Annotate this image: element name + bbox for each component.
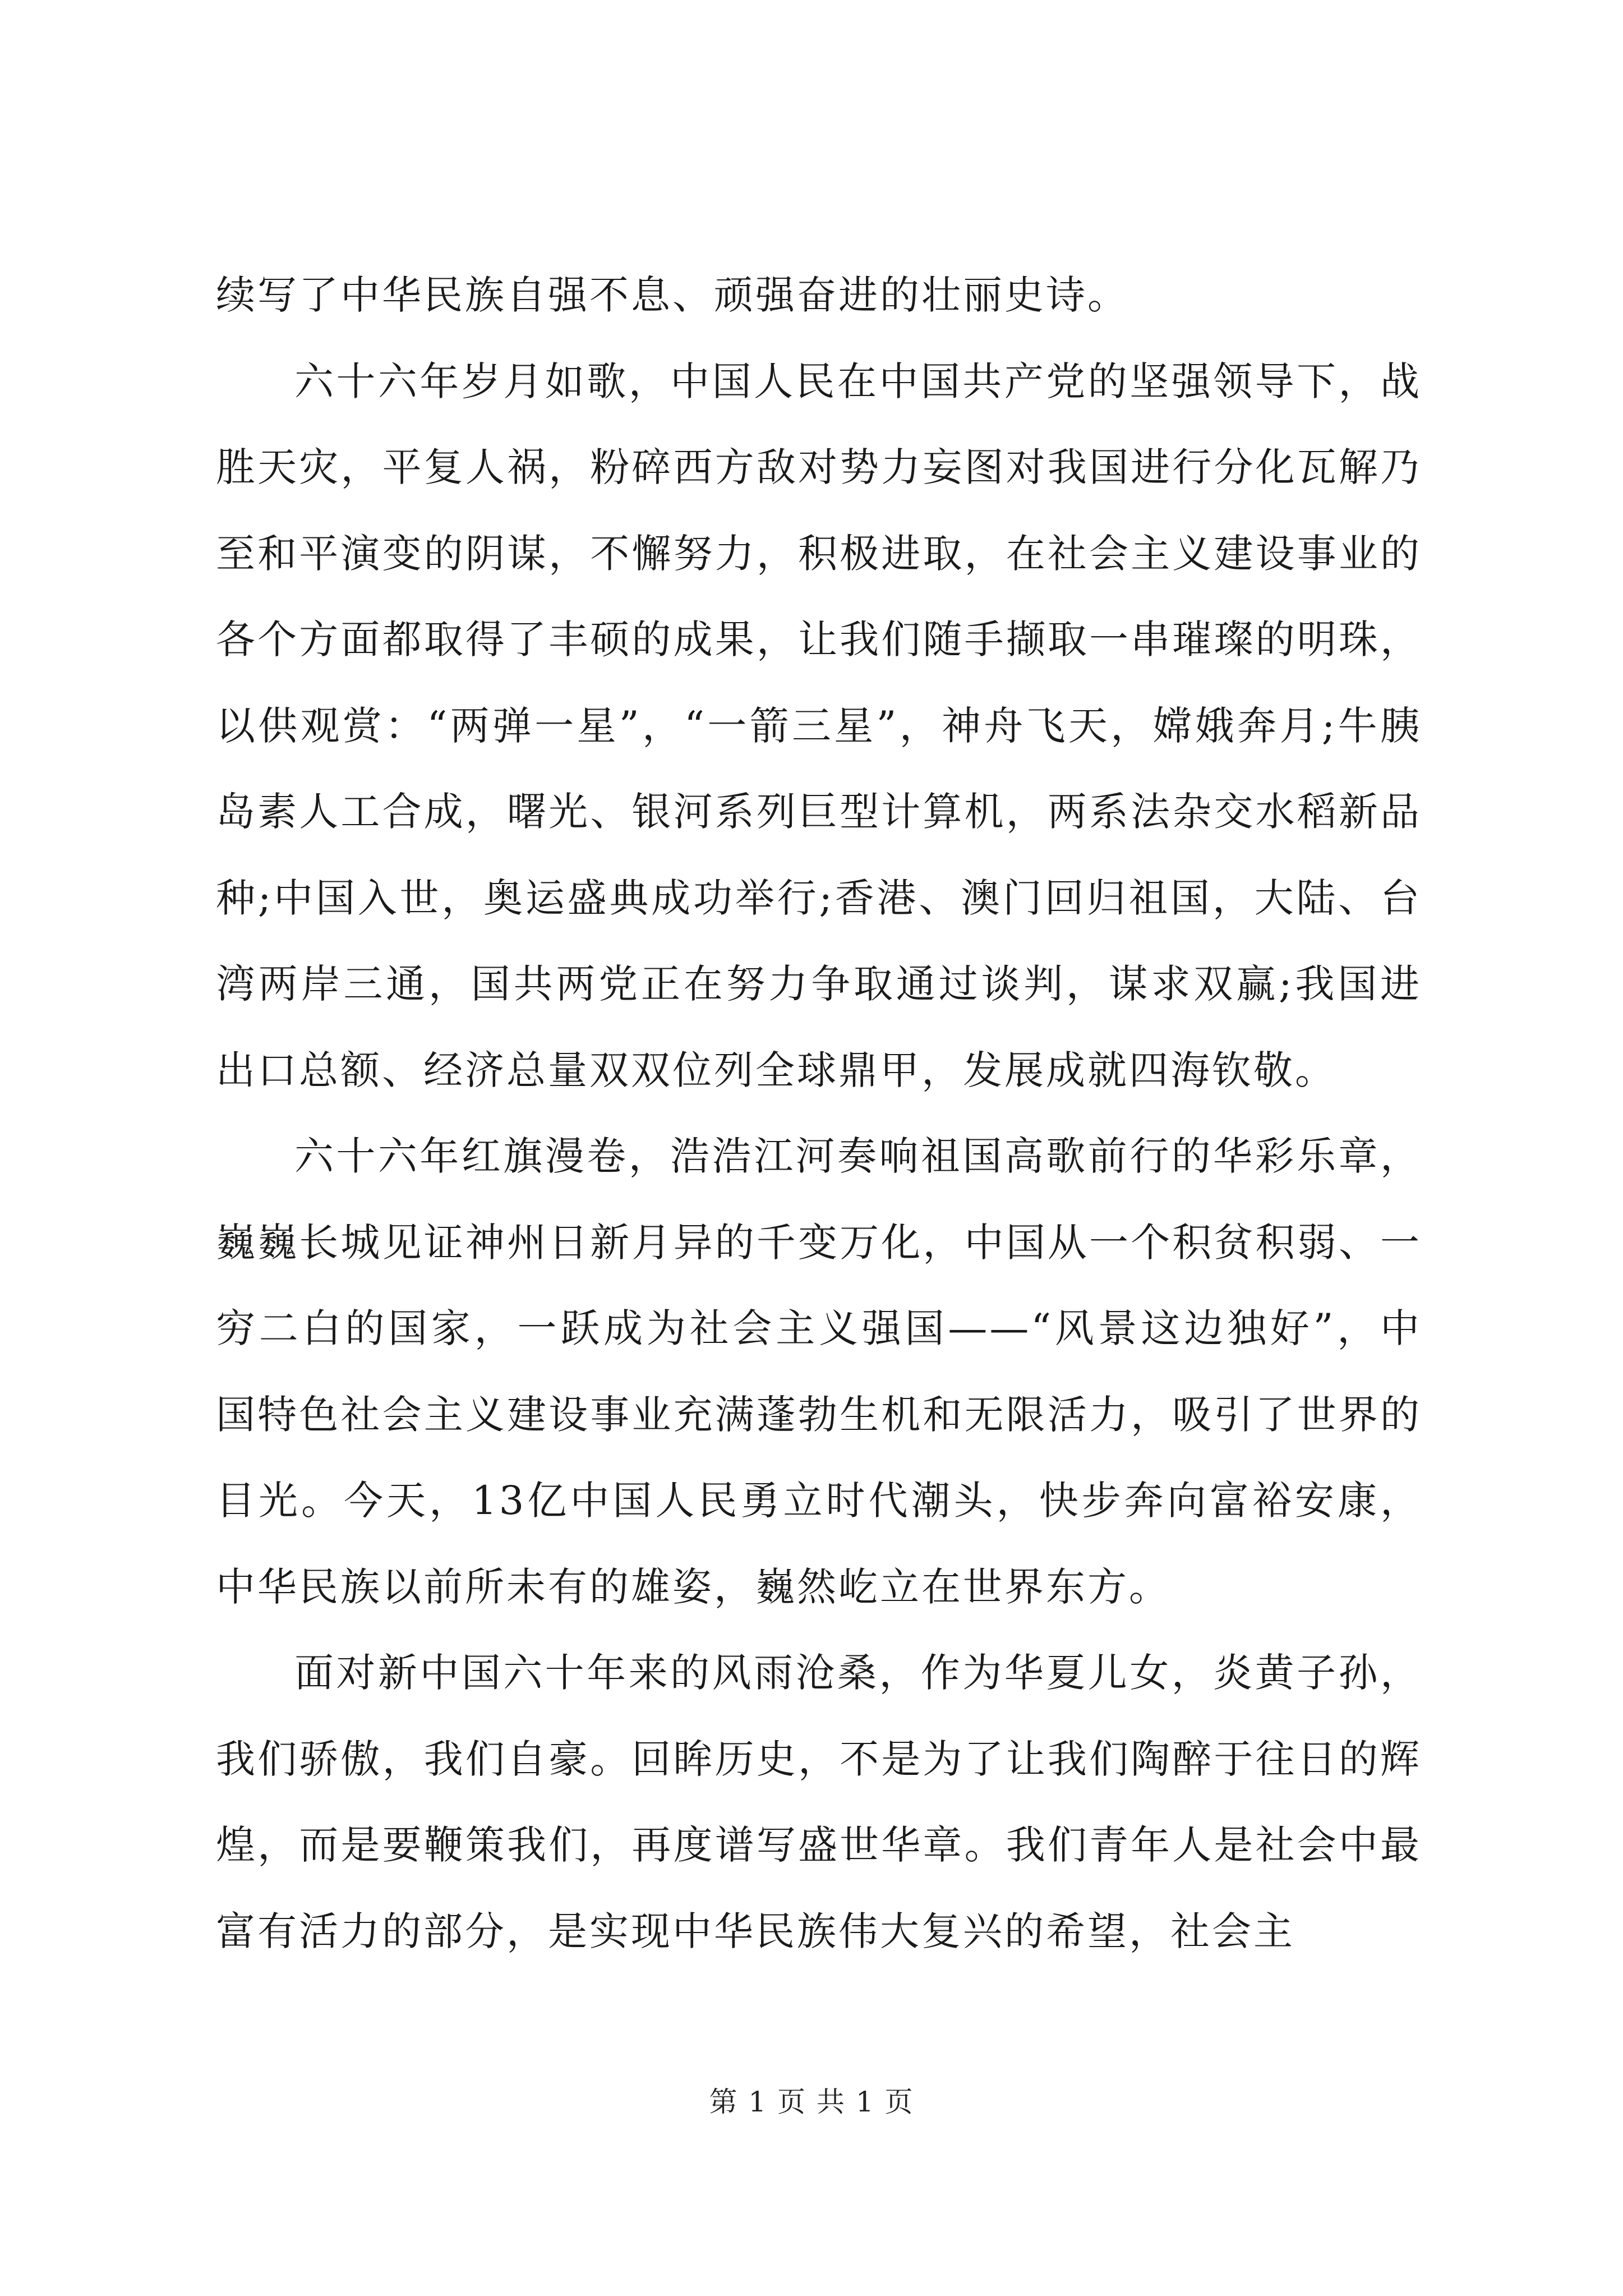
document-body: [216, 252, 1422, 1975]
paragraph-youth: 面对新中国六十年来的风雨沧桑，作为华夏儿女，炎黄子孙，我们骄傲，我们自豪。回眸历史，不是为了让我们陶醉于往日的辉煌，而是要鞭策我们，再度谱写盛世华章。我们青年人是社会中最富有活力的部分，是实现中华民族伟大复兴的希望，社会主: [216, 1650, 1422, 1954]
page-footer: 第 1 页 共 1 页: [709, 2086, 914, 2118]
paragraph-red-flag: 六十六年红旗漫卷，浩浩江河奏响祖国高歌前行的华彩乐章，巍巍长城见证神州日新月异的千变万化，中国从一个积贫积弱、一穷二白的国家，一跃成为社会主义强国——“风景这边独好”，中国特色社会主义建设事业充满蓬勃生机和无限活力，吸引了世界的目光。今天，13亿中国人民勇立时代潮头，快步奔向富裕安康，中华民族以前所未有的雄姿，巍然屹立在世界东方。: [216, 1133, 1422, 1610]
paragraph-achievements: 六十六年岁月如歌，中国人民在中国共产党的坚强领导下，战胜天灾，平复人祸，粉碎西方敌对势力妄图对我国进行分化瓦解乃至和平演变的阴谋，不懈努力，积极进取，在社会主义建设事业的各个方面都取得了丰硕的成果，让我们随手撷取一串璀璨的明珠，以供观赏：“两弹一星”，“一箭三星”，神舟飞天，嫦娥奔月;牛胰岛素人工合成，曙光、银河系列巨型计算机，两系法杂交水稻新品种;中国入世，奥运盛典成功举行;香港、澳门回归祖国，大陆、台湾两岸三通，国共两党正在努力争取通过谈判，谋求双赢;我国进出口总额、经济总量双双位列全球鼎甲，发展成就四海钦敬。: [216, 358, 1422, 1093]
paragraph-continuation: 续写了中华民族自强不息、顽强奋进的壮丽史诗。: [216, 272, 1129, 318]
